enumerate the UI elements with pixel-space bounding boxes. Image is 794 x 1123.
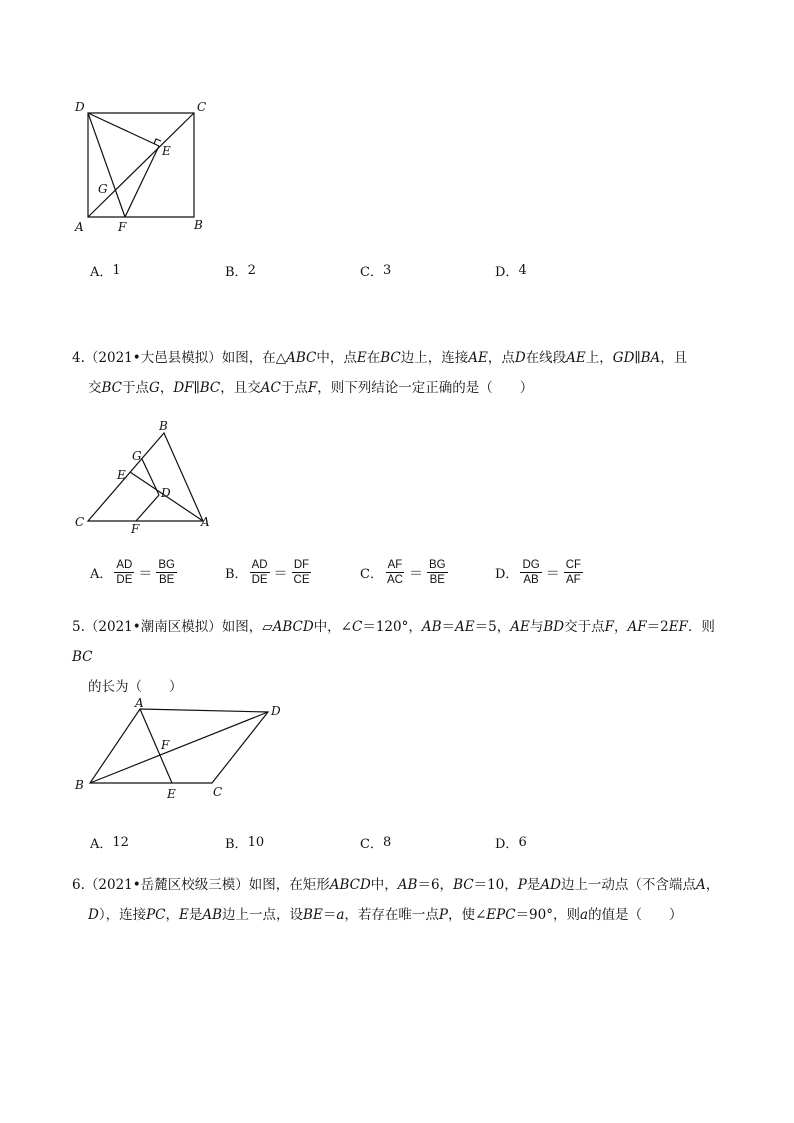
- q4-triangle-abc: [88, 433, 203, 521]
- q3-label-g: G: [98, 182, 108, 196]
- q4-option-b[interactable]: B． $\frac{AD}{DE}$ ＝ $\frac{DF}{CE}$: [225, 559, 310, 586]
- q5-label-b: B: [75, 778, 84, 792]
- q3-figure: [70, 95, 220, 240]
- q4-options: [90, 558, 730, 587]
- q3-option-b[interactable]: B． 2: [225, 263, 256, 280]
- q3-option-d[interactable]: D． 4: [495, 263, 527, 280]
- q3-options: [90, 261, 730, 280]
- q3-label-a: A: [75, 220, 84, 234]
- q6-line-1: 6.（2021•岳麓区校级三模）如图，在矩形ABCD中，AB＝6，BC＝10，P是AD边上一动点（不含端点A，: [72, 877, 720, 893]
- q3-diagonal-ac: [88, 113, 194, 217]
- q4-label-d: D: [161, 486, 171, 500]
- q5-label-a: A: [135, 696, 144, 710]
- q3-segment-de: [88, 113, 159, 146]
- q4-label-g: G: [132, 449, 142, 463]
- q4-text: [72, 343, 732, 403]
- q5-diagonal-bd: [90, 712, 268, 783]
- q4-line-1: 4.（2021•大邑县模拟）如图，在△ABC中，点E在BC边上，连接AE，点D在线段AE上，GD∥BA，且: [72, 350, 688, 366]
- q4-label-c: C: [75, 515, 85, 529]
- q3-right-angle-mark: [154, 139, 161, 144]
- q5-line-2: 的长为（ ）: [88, 679, 183, 695]
- q4-label-f: F: [131, 522, 140, 536]
- q5-option-a[interactable]: A． 12: [90, 835, 129, 852]
- q4-segment-gd: [142, 459, 159, 495]
- q3-segment-fe: [125, 146, 159, 217]
- q4-option-c[interactable]: C． $\frac{AF}{AC}$ ＝ $\frac{BG}{BE}$: [360, 559, 446, 586]
- q5-option-b[interactable]: B． 10: [225, 835, 265, 852]
- q5-option-d[interactable]: D． 6: [495, 835, 527, 852]
- q3-label-f: F: [118, 220, 127, 234]
- q4-label-b: B: [159, 419, 168, 433]
- q3-segment-df: [88, 113, 125, 217]
- q4-figure: [70, 420, 220, 540]
- q5-text: [72, 612, 732, 702]
- q3-label-c: C: [197, 100, 207, 114]
- q5-options: [90, 833, 730, 852]
- q3-option-c[interactable]: C． 3: [360, 263, 392, 280]
- q5-label-e: E: [167, 787, 176, 801]
- q3-label-b: B: [194, 218, 203, 232]
- q5-label-f: F: [161, 738, 170, 752]
- q5-line-1: 5.（2021•潮南区模拟）如图，▱ABCD中，∠C＝120°，AB＝AE＝5，AE与BD交于点F，AF＝2EF．则BC: [72, 619, 715, 665]
- q5-option-c[interactable]: C． 8: [360, 835, 392, 852]
- q3-option-a[interactable]: A． 1: [90, 263, 121, 280]
- q4-label-e: E: [117, 468, 126, 482]
- q4-option-a[interactable]: A． $\frac{AD}{DE}$ ＝ $\frac{BG}{BE}$: [90, 559, 175, 586]
- q4-line-2: 交BC于点G，DF∥BC，且交AC于点F，则下列结论一定正确的是（ ）: [88, 380, 534, 396]
- q5-figure: [70, 695, 290, 805]
- q4-label-a: A: [201, 515, 210, 529]
- q5-label-c: C: [213, 785, 223, 799]
- q6-line-2: D），连接PC，E是AB边上一点，设BE＝a，若存在唯一点P，使∠EPC＝90°，则a的值是（ ）: [88, 907, 683, 923]
- q6-text: [72, 870, 732, 930]
- q4-option-d[interactable]: D． $\frac{DG}{AB}$ ＝ $\frac{CF}{AF}$: [495, 559, 582, 586]
- q3-label-e: E: [162, 144, 171, 158]
- q4-segment-df: [136, 495, 159, 521]
- q3-label-d: D: [75, 100, 85, 114]
- q5-label-d: D: [271, 704, 281, 718]
